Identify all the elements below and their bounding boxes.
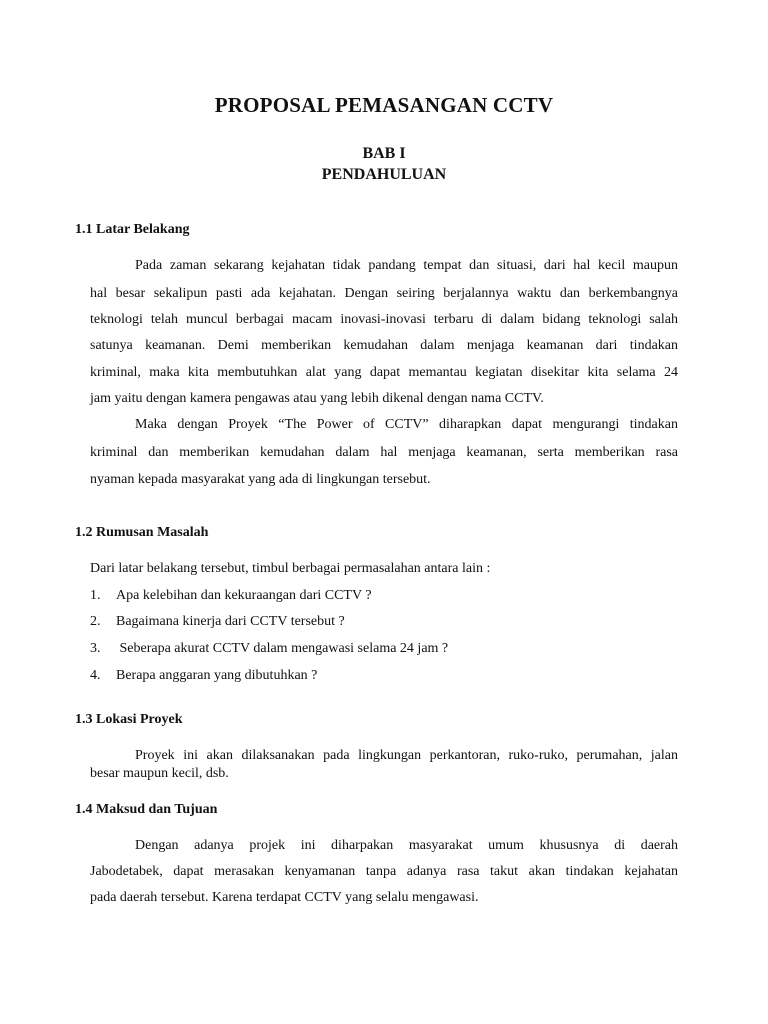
section-heading-rumusan-masalah: 1.2 Rumusan Masalah <box>75 525 209 540</box>
paragraph-line: kriminal dan memberikan kemudahan dalam hal menjaga keamanan, serta memberikan rasa <box>90 445 678 460</box>
list-number: 1. <box>90 588 101 603</box>
paragraph-line: teknologi telah muncul berbagai macam inovasi-inovasi terbaru di dalam bidang teknologi salah <box>90 312 678 327</box>
list-item <box>90 588 372 604</box>
paragraph-line: Dengan adanya projek ini diharpakan masyarakat umum khususnya di daerah <box>135 838 678 853</box>
paragraph-line: hal besar sekalipun pasti ada kejahatan. Dengan seiring berjalannya waktu dan berkembangnya <box>90 286 678 301</box>
section-heading-maksud-tujuan: 1.4 Maksud dan Tujuan <box>75 802 218 817</box>
list-item <box>90 614 345 630</box>
chapter-name: PENDAHULUAN <box>321 166 447 183</box>
chapter-number: BAB I <box>362 145 406 162</box>
list-text: Apa kelebihan dan kekuraangan dari CCTV ? <box>116 588 372 603</box>
list-item <box>90 641 448 657</box>
list-text: Berapa anggaran yang dibutuhkan ? <box>116 668 318 683</box>
paragraph-line: Pada zaman sekarang kejahatan tidak pandang tempat dan situasi, dari hal kecil maupun <box>135 258 678 273</box>
paragraph-line: satunya keamanan. Demi memberikan kemudahan dalam menjaga keamanan dari tindakan <box>90 338 678 353</box>
section-heading-latar-belakang: 1.1 Latar Belakang <box>75 222 190 237</box>
list-number: 4. <box>90 668 101 683</box>
document-title: PROPOSAL PEMASANGAN CCTV <box>214 93 554 117</box>
paragraph-line: Maka dengan Proyek “The Power of CCTV” diharapkan dapat mengurangi tindakan <box>135 417 678 432</box>
paragraph-line: kriminal, maka kita membutuhkan alat yang dapat memantau kegiatan disekitar kita selama 24 <box>90 365 678 380</box>
paragraph-line: besar maupun kecil, dsb. <box>90 766 229 781</box>
paragraph-line: nyaman kepada masyarakat yang ada di lingkungan tersebut. <box>90 472 431 487</box>
section-heading-lokasi-proyek: 1.3 Lokasi Proyek <box>75 712 183 727</box>
list-item <box>90 668 317 684</box>
list-number: 2. <box>90 614 101 629</box>
list-number: 3. <box>90 641 101 656</box>
list-text: Bagaimana kinerja dari CCTV tersebut ? <box>116 614 345 629</box>
paragraph-line: Proyek ini akan dilaksanakan pada lingkungan perkantoran, ruko-ruko, perumahan, jalan <box>135 748 678 763</box>
list-text: Seberapa akurat CCTV dalam mengawasi selama 24 jam ? <box>116 641 449 656</box>
list-intro: Dari latar belakang tersebut, timbul berbagai permasalahan antara lain : <box>90 561 491 576</box>
paragraph-line: pada daerah tersebut. Karena terdapat CCTV yang selalu mengawasi. <box>90 890 479 905</box>
paragraph-line: Jabodetabek, dapat merasakan kenyamanan tanpa adanya rasa takut akan tindakan kejahatan <box>90 864 678 879</box>
paragraph-line: jam yaitu dengan kamera pengawas atau yang lebih dikenal dengan nama CCTV. <box>90 391 544 406</box>
